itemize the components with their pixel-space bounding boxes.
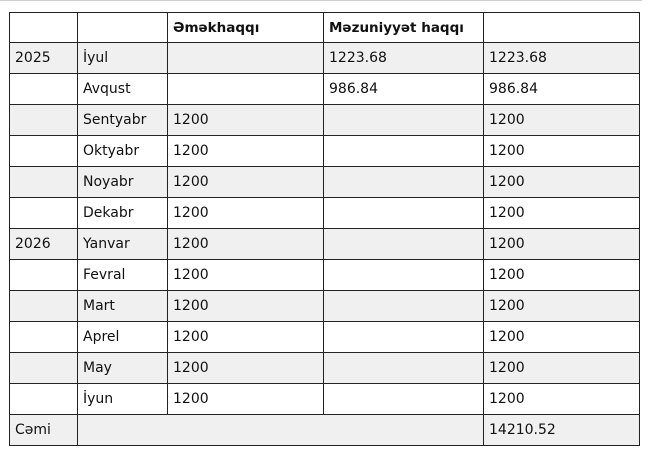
cell-year [10,291,78,322]
table-row [10,136,640,167]
cell-year [10,322,78,353]
table-row [10,353,640,384]
cell-vacation-pay [324,260,484,291]
cell-vacation-pay: 1223.68 [324,43,484,74]
cell-month: Yanvar [78,229,168,260]
table-row [10,43,640,74]
total-label: Cəmi [10,415,78,446]
table-row [10,291,640,322]
cell-salary [168,74,324,105]
cell-total: 1200 [484,260,640,291]
cell-month: May [78,353,168,384]
cell-salary: 1200 [168,167,324,198]
header-year [10,13,78,43]
cell-total: 1200 [484,167,640,198]
cell-salary: 1200 [168,322,324,353]
cell-total: 1200 [484,136,640,167]
cell-year [10,105,78,136]
table-header-row [10,13,640,43]
cell-month: Dekabr [78,198,168,229]
cell-year: 2025 [10,43,78,74]
table-row [10,229,640,260]
cell-year [10,167,78,198]
cell-year [10,74,78,105]
table-row [10,198,640,229]
cell-salary: 1200 [168,105,324,136]
cell-vacation-pay [324,136,484,167]
cell-salary: 1200 [168,260,324,291]
cell-salary: 1200 [168,353,324,384]
cell-salary: 1200 [168,291,324,322]
cell-month: Oktyabr [78,136,168,167]
cell-vacation-pay [324,198,484,229]
cell-month: Fevral [78,260,168,291]
cell-month: Mart [78,291,168,322]
cell-vacation-pay: 986.84 [324,74,484,105]
cell-vacation-pay [324,322,484,353]
header-vacation-pay: Məzuniyyət haqqı [324,13,484,43]
cell-total: 1200 [484,291,640,322]
total-value: 14210.52 [484,415,640,446]
cell-vacation-pay [324,353,484,384]
cell-year [10,353,78,384]
table-row [10,74,640,105]
cell-year [10,136,78,167]
cell-salary: 1200 [168,384,324,415]
header-month [78,13,168,43]
cell-year [10,384,78,415]
cell-year: 2026 [10,229,78,260]
header-total [484,13,640,43]
cell-month: Avqust [78,74,168,105]
cell-month: Aprel [78,322,168,353]
cell-total: 1223.68 [484,43,640,74]
cell-vacation-pay [324,384,484,415]
cell-total: 1200 [484,384,640,415]
cell-year [10,260,78,291]
cell-vacation-pay [324,105,484,136]
cell-month: Sentyabr [78,105,168,136]
cell-vacation-pay [324,291,484,322]
table-row [10,260,640,291]
cell-total: 1200 [484,353,640,384]
salary-table [9,12,640,446]
cell-total: 1200 [484,105,640,136]
cell-salary [168,43,324,74]
cell-vacation-pay [324,167,484,198]
cell-month: İyul [78,43,168,74]
table-total-row [10,415,640,446]
right-edge [642,0,650,456]
table-row [10,384,640,415]
cell-vacation-pay [324,229,484,260]
page-top-divider [0,0,650,1]
cell-year [10,198,78,229]
total-spacer [78,415,484,446]
header-salary: Əməkhaqqı [168,13,324,43]
table-row [10,105,640,136]
cell-total: 1200 [484,198,640,229]
cell-total: 986.84 [484,74,640,105]
cell-salary: 1200 [168,229,324,260]
table-row [10,167,640,198]
table-row [10,322,640,353]
cell-total: 1200 [484,229,640,260]
cell-month: Noyabr [78,167,168,198]
cell-month: İyun [78,384,168,415]
cell-salary: 1200 [168,198,324,229]
cell-salary: 1200 [168,136,324,167]
salary-table-body [10,13,640,446]
cell-total: 1200 [484,322,640,353]
